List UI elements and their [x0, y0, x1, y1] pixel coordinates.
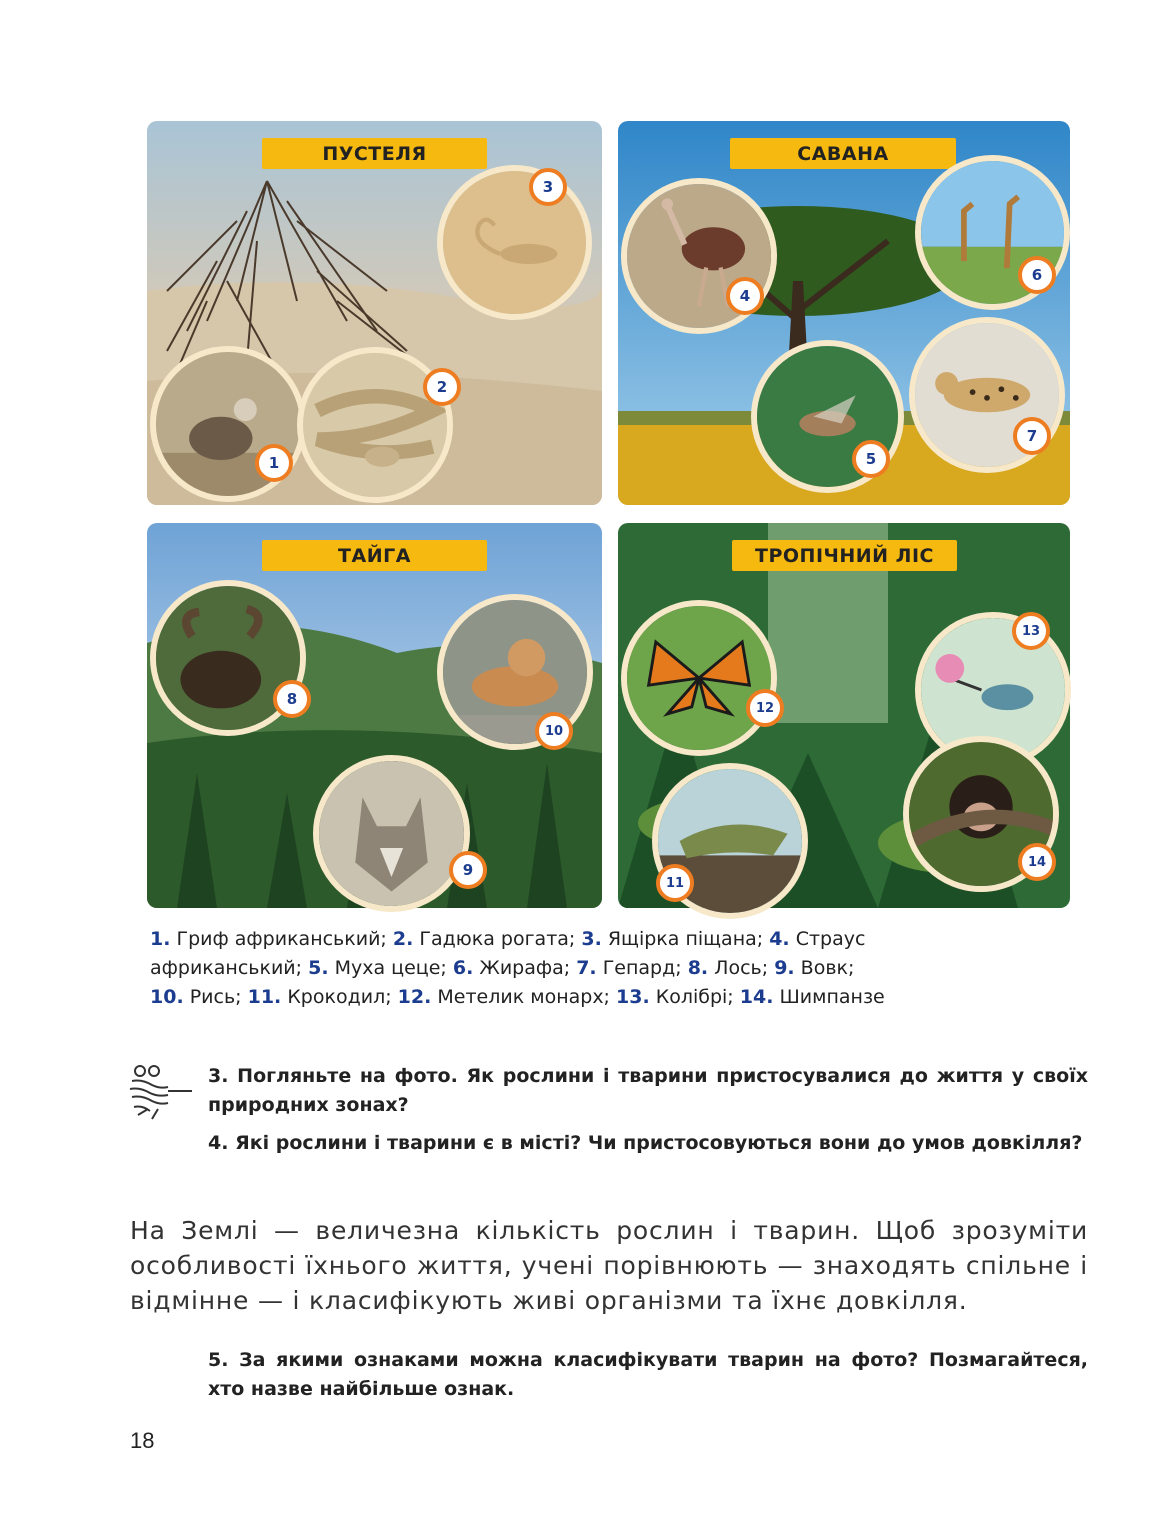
marker-13: 13 [1012, 612, 1050, 650]
caption-number: 11. [247, 986, 282, 1008]
zone-label-taiga: ТАЙГА [262, 540, 487, 571]
caption-number: 3. [581, 928, 602, 950]
team-tug-of-war-icon [128, 1063, 194, 1127]
task-3-text: Погляньте на фото. Як рослини і тварини пристосувалися до життя у своїх природних зонах? [208, 1065, 1088, 1116]
caption-number: 9. [774, 957, 795, 979]
zone-label-tropical-forest: ТРОПІЧНИЙ ЛІС [732, 540, 957, 571]
caption-species-name: Гадюка рогата; [413, 928, 582, 950]
caption-number: 1. [150, 928, 171, 950]
task-5-number: 5. [208, 1349, 229, 1371]
caption-number: 6. [452, 957, 474, 979]
marker-11: 11 [656, 864, 694, 902]
photo-monarch-butterfly [621, 600, 777, 756]
photo-horned-viper [297, 347, 453, 503]
caption-species-name: Гриф африканський; [170, 928, 393, 950]
caption-species-name: Страус [789, 928, 866, 950]
task-3-number: 3. [208, 1065, 229, 1087]
caption-number: 14. [739, 986, 774, 1008]
caption-number: 2. [392, 928, 414, 950]
page-number: 18 [130, 1428, 155, 1453]
caption-line-2 [150, 954, 1050, 983]
zone-label-desert: ПУСТЕЛЯ [262, 138, 487, 169]
photo-sand-lizard [437, 165, 592, 320]
photo-wolf [313, 755, 470, 912]
marker-10: 10 [535, 712, 573, 750]
marker-3: 3 [529, 168, 567, 206]
marker-14: 14 [1018, 843, 1056, 881]
task-4 [208, 1129, 1088, 1158]
marker-8: 8 [273, 680, 311, 718]
marker-12: 12 [746, 689, 784, 727]
caption-number: 8. [687, 957, 709, 979]
caption-species-name: Шимпанзе [773, 986, 885, 1008]
marker-4: 4 [726, 277, 764, 315]
caption-species-name: Лось; [708, 957, 775, 979]
marker-6: 6 [1018, 256, 1056, 294]
species-caption [150, 925, 1050, 1012]
task-4-text: Які рослини і тварини є в місті? Чи пристосовуються вони до умов довкілля? [228, 1132, 1083, 1154]
caption-species-name: Жирафа; [473, 957, 577, 979]
caption-species-name: Метелик монарх; [431, 986, 616, 1008]
caption-species-name: Гепард; [596, 957, 688, 979]
marker-7: 7 [1013, 417, 1051, 455]
caption-line-3 [150, 983, 1050, 1012]
zone-label-savanna: САВАНА [730, 138, 956, 169]
task-5 [208, 1346, 1088, 1404]
caption-species-name: Крокодил; [281, 986, 398, 1008]
marker-5: 5 [852, 440, 890, 478]
caption-species-name: Муха цеце; [328, 957, 453, 979]
caption-species-name: Колібрі; [649, 986, 740, 1008]
marker-2: 2 [423, 368, 461, 406]
marker-1: 1 [255, 444, 293, 482]
caption-number: 7. [576, 957, 597, 979]
caption-species-name: Рись; [183, 986, 248, 1008]
task-4-number: 4. [208, 1132, 229, 1154]
caption-number: 12. [397, 986, 432, 1008]
task-3 [208, 1062, 1088, 1120]
marker-9: 9 [449, 851, 487, 889]
caption-species-name: Ящірка піщана; [601, 928, 770, 950]
caption-number: 4. [769, 928, 790, 950]
caption-species-name: Вовк; [794, 957, 855, 979]
caption-number: 10. [150, 986, 184, 1008]
caption-line-1 [150, 925, 1050, 954]
caption-number: 5. [308, 957, 329, 979]
caption-number: 13. [616, 986, 650, 1008]
task-5-text: За якими ознаками можна класифікувати тварин на фото? Позмагайтеся, хто назве найбільше ознак. [208, 1349, 1088, 1400]
caption-species-name: африканський; [150, 957, 309, 979]
intro-paragraph: На Землі — величезна кількість рослин і тварин. Щоб зрозуміти особливості їхнього життя, учені порівнюють — знаходять спільне і відмінне — і класифікують живі організми та їхнє довкілля. [130, 1216, 1088, 1315]
